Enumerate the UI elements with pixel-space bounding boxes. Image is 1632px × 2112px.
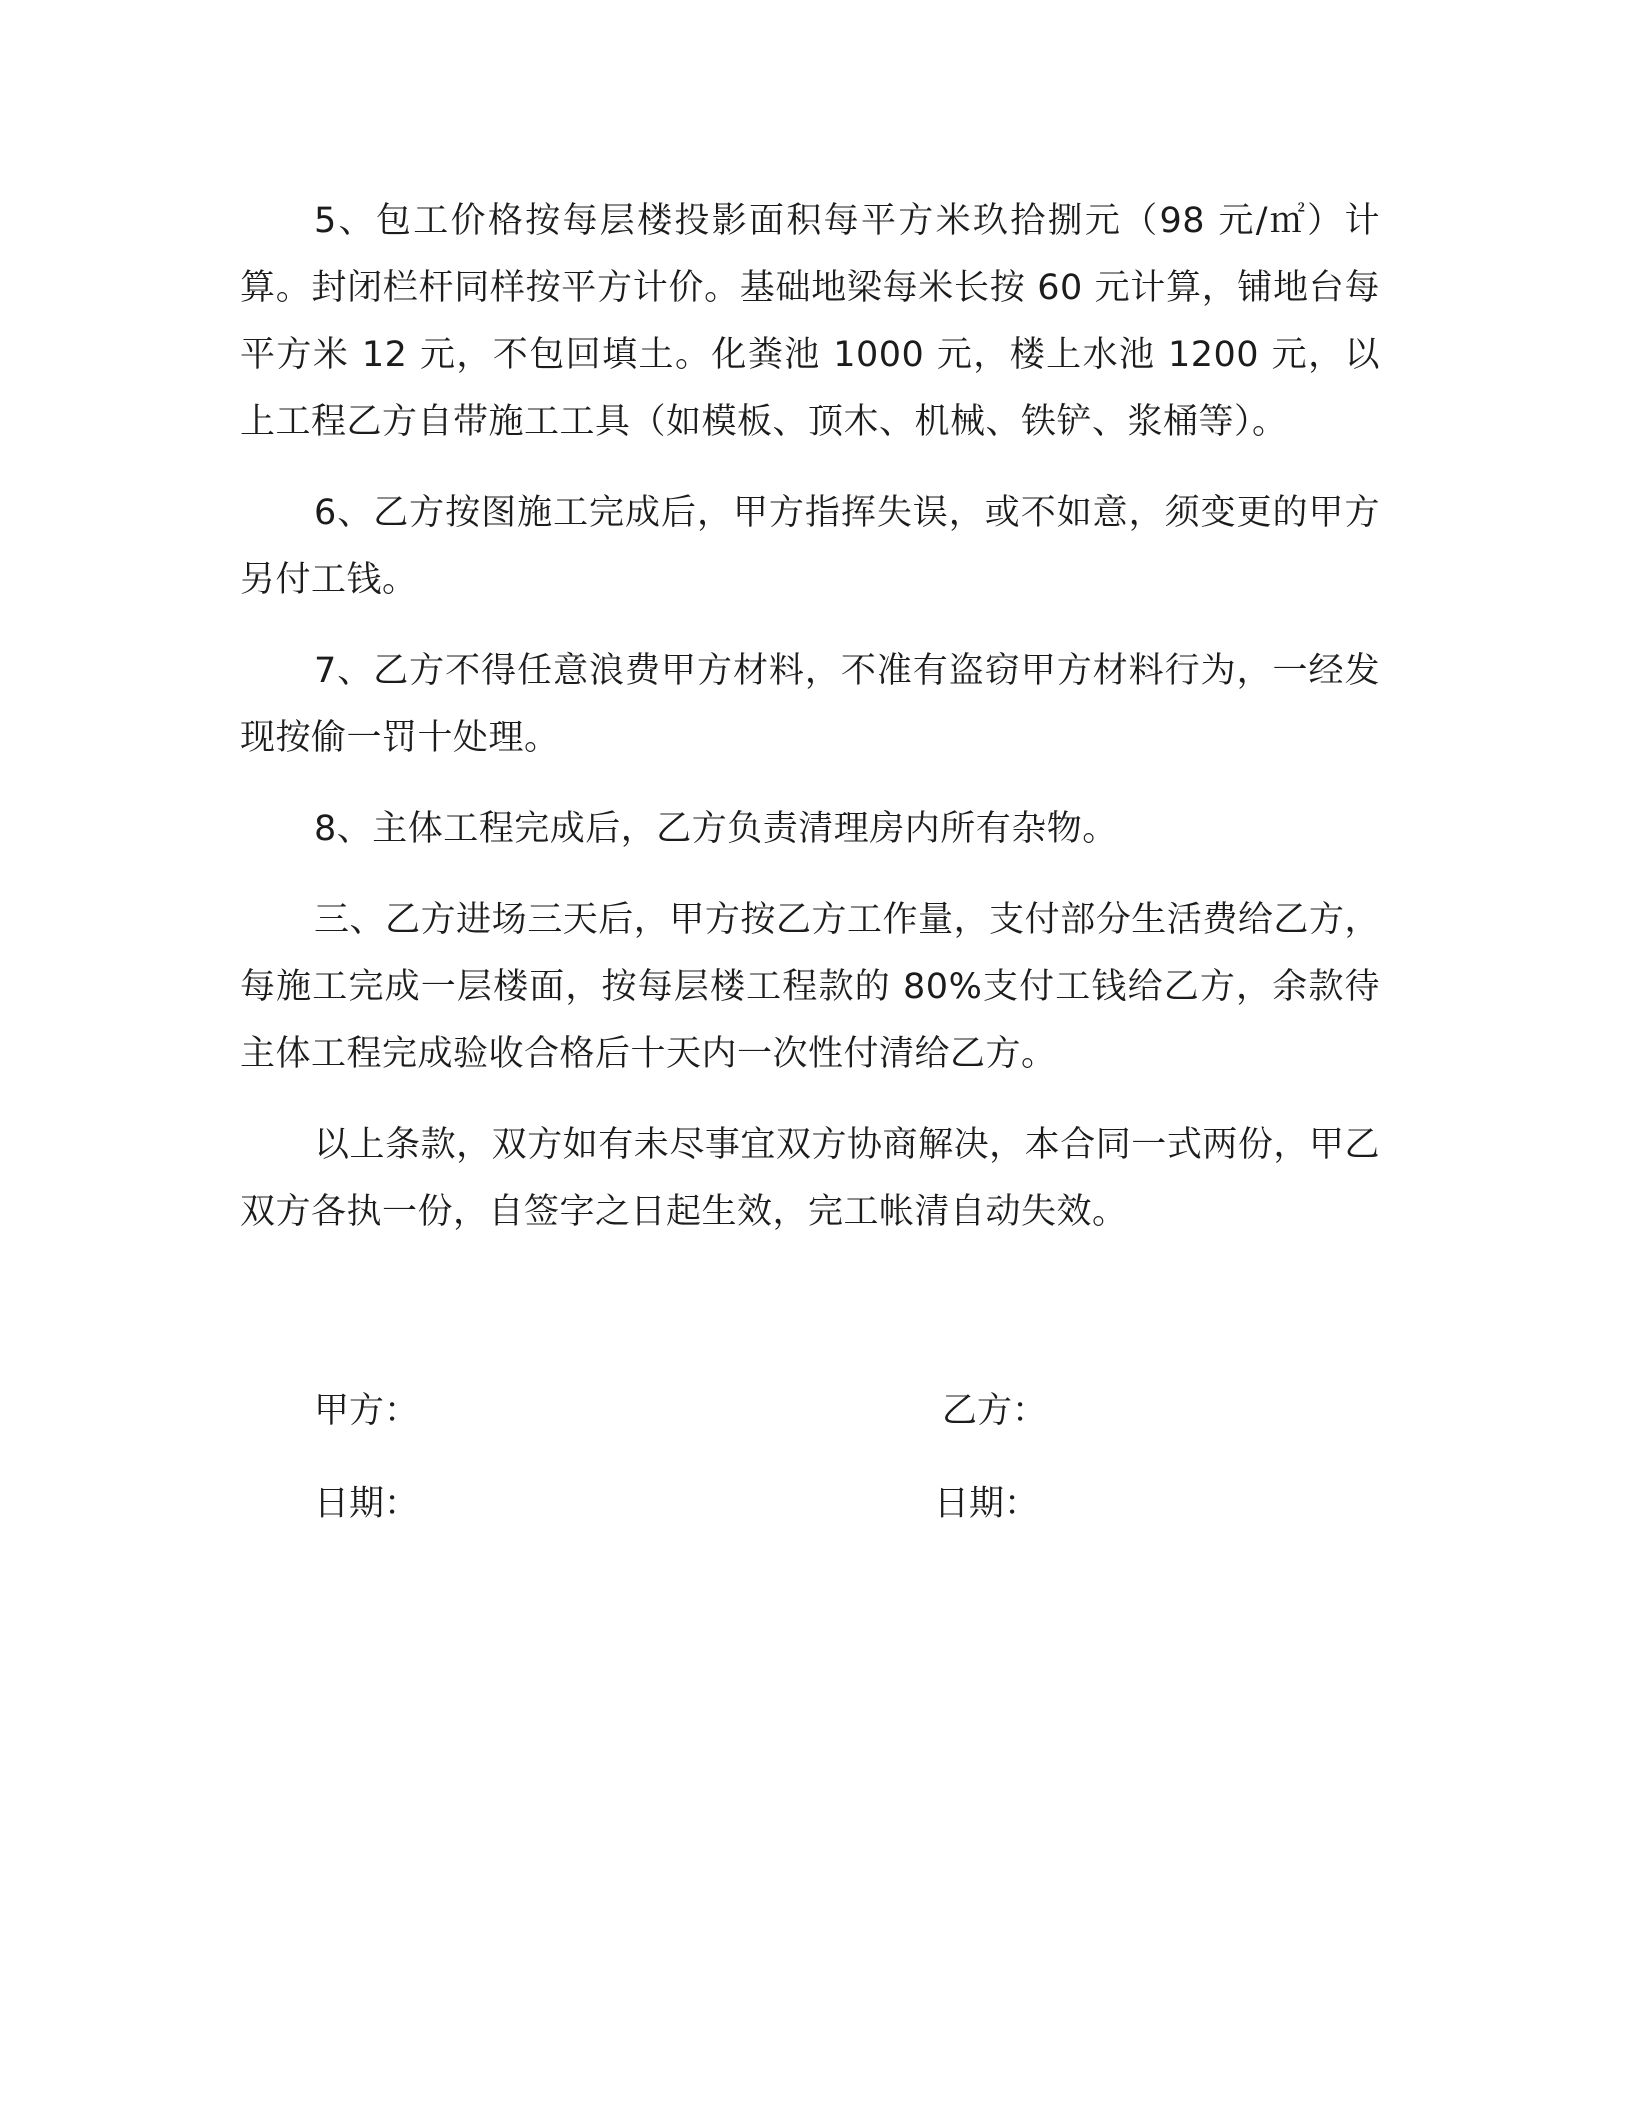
party-b-signature-label: 乙方： xyxy=(942,1391,1048,1431)
contract-body xyxy=(240,188,1380,1270)
section-3-payment: 三、乙方进场三天后，甲方按乙方工作量，支付部分生活费给乙方，每施工完成一层楼面，按每层楼工程款的 80%支付工钱给乙方，余款待主体工程完成验收合格后十天内一次性付清给乙方。 xyxy=(240,900,1380,1074)
party-a-signature-label: 甲方： xyxy=(314,1391,420,1431)
clause-8-cleanup: 8、主体工程完成后，乙方负责清理房内所有杂物。 xyxy=(314,809,1118,849)
closing-terms: 以上条款，双方如有未尽事宜双方协商解决，本合同一式两份，甲乙双方各执一份，自签字之日起生效，完工帐清自动失效。 xyxy=(240,1125,1380,1232)
clause-7-materials: 7、乙方不得任意浪费甲方材料，不准有盗窃甲方材料行为，一经发现按偷一罚十处理。 xyxy=(240,651,1380,758)
party-a-date-label: 日期： xyxy=(314,1484,420,1524)
clause-5-pricing: 5、包工价格按每层楼投影面积每平方米玖拾捌元（98 元/㎡）计算。封闭栏杆同样按平方计价。基础地梁每米长按 60 元计算，铺地台每平方米 12 元，不包回填土。化粪池 1000 元，楼上水池 1200 元，以上工程乙方自带施工工具（如模板、顶木、机械、铁铲、浆桶等）。 xyxy=(240,201,1380,442)
clause-6-changes: 6、乙方按图施工完成后，甲方指挥失误，或不如意，须变更的甲方另付工钱。 xyxy=(240,493,1380,600)
party-b-date-label: 日期： xyxy=(934,1484,1040,1524)
